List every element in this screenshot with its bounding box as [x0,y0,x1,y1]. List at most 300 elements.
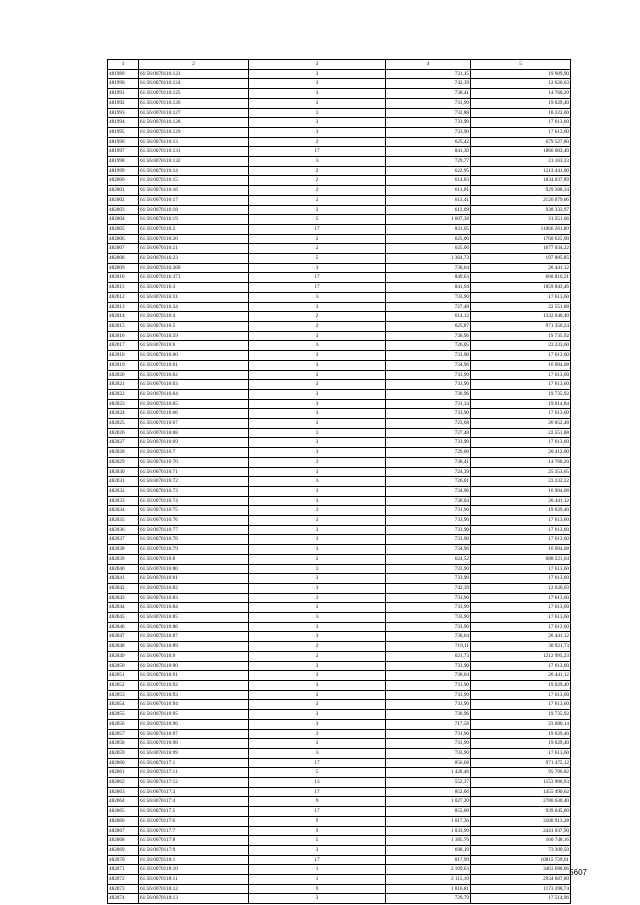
table-cell-col3: 3 [249,302,386,312]
table-cell-col5: 20 441,12 [471,496,571,506]
table-row [108,341,571,351]
table-row [108,127,571,137]
table-cell-col3: 17 [249,283,386,293]
table-cell-col4: 733,90 [386,127,471,137]
table-row [108,283,571,293]
table-row [108,710,571,720]
table-cell-col1: 481992 [108,98,139,108]
table-cell-col2: 61:56:0070116:73 [139,486,249,496]
table-cell-col3: 3 [249,428,386,438]
table-cell-col2: 61:56:0070116:76 [139,516,249,526]
table-cell-col2: 61:56:0070116:63 [139,380,249,390]
table-row [108,195,571,205]
table-cell-col4: 717,58 [386,719,471,729]
table-cell-col2: 61:56:0070118:11 [139,875,249,885]
table-row [108,428,571,438]
table-cell-col4: 727,48 [386,302,471,312]
table-row [108,826,571,836]
table-cell-col5: 20 441,12 [471,632,571,642]
table-cell-col4: 732,88 [386,108,471,118]
table-cell-col3: 17 [249,758,386,768]
table-row [108,671,571,681]
table-cell-col2: 61:56:0070116:71 [139,467,249,477]
table-cell-col2: 61:56:0070116:87 [139,632,249,642]
table-cell-col1: 482055 [108,710,139,720]
table-cell-col3: 3 [249,661,386,671]
table-cell-col1: 482026 [108,428,139,438]
table-cell-col5: 668 816,21 [471,273,571,283]
table-cell-col3: 17 [249,787,386,797]
table-cell-col5: 1212 995,23 [471,651,571,661]
table-cell-col4: 856,68 [386,758,471,768]
table-cell-col4: 2 109,63 [386,865,471,875]
table-cell-col5: 19 014,84 [471,399,571,409]
table-cell-col3: 3 [249,681,386,691]
table-cell-col1: 482000 [108,176,139,186]
table-cell-col2: 61:56:0070116:5 [139,321,249,331]
page-number: 5607 [569,868,587,877]
table-cell-col4: 733,90 [386,525,471,535]
table-cell-col5: 31 251,66 [471,215,571,225]
table-cell-col5: 23 233,60 [471,341,571,351]
table-cell-col2: 61:56:0070116:82 [139,583,249,593]
table-cell-col4: 733,90 [386,351,471,361]
table-cell-col1: 482004 [108,215,139,225]
table-header-row [108,60,571,70]
table-cell-col4: 841,30 [386,147,471,157]
table-cell-col2: 61:56:0070116:123 [139,69,249,79]
table-row [108,865,571,875]
table-cell-col4: 723,68 [386,419,471,429]
column-header-4: 4 [386,60,471,70]
table-cell-col3: 3 [249,69,386,79]
table-cell-col1: 482025 [108,419,139,429]
table-cell-col3: 9 [249,816,386,826]
table-cell-col1: 481994 [108,118,139,128]
table-cell-col2: 61:56:0070116:84 [139,603,249,613]
table-row [108,729,571,739]
table-cell-col1: 482046 [108,622,139,632]
table-cell-col1: 482014 [108,312,139,322]
table-cell-col1: 482047 [108,632,139,642]
table-cell-col3: 3 [249,690,386,700]
table-row [108,845,571,855]
table-row [108,224,571,234]
table-row [108,419,571,429]
table-cell-col2: 61:56:0070116:8 [139,554,249,564]
table-row [108,583,571,593]
table-cell-col2: 61:56:0070117:11 [139,768,249,778]
table-row [108,254,571,264]
table-row [108,486,571,496]
table-cell-col2: 61:56:0070116:91 [139,671,249,681]
table-cell-col1: 482011 [108,283,139,293]
table-cell-col4: 1 017,36 [386,816,471,826]
table-cell-col4: 731,34 [386,399,471,409]
table-cell-col1: 482041 [108,574,139,584]
table-cell-col4: 1 607,38 [386,215,471,225]
table-cell-col3: 2 [249,642,386,652]
table-row [108,176,571,186]
table-cell-col4: 733,90 [386,438,471,448]
table-cell-col3: 3 [249,700,386,710]
table-cell-col1: 482051 [108,671,139,681]
table-row [108,564,571,574]
table-cell-col4: 841,94 [386,283,471,293]
table-cell-col1: 482043 [108,593,139,603]
table-cell-col1: 481989 [108,69,139,79]
table-cell-col2: 61:56:0070116:371 [139,273,249,283]
table-cell-col5: 17 613,60 [471,574,571,584]
table-row [108,292,571,302]
table-cell-col1: 482067 [108,826,139,836]
table-cell-col5: 971 475,12 [471,758,571,768]
table-cell-col3: 3 [249,331,386,341]
table-cell-col5: 22 551,88 [471,428,571,438]
table-cell-col3: 17 [249,147,386,157]
column-header-3: 3 [249,60,386,70]
table-cell-col1: 482061 [108,768,139,778]
table-cell-col5: 17 613,60 [471,748,571,758]
table-cell-col5: 17 613,60 [471,118,571,128]
table-cell-col4: 734,96 [386,545,471,555]
table-body [108,69,571,903]
table-cell-col1: 482048 [108,642,139,652]
table-cell-col1: 482054 [108,700,139,710]
table-cell-col5: 688 221,04 [471,554,571,564]
table-cell-col4: 1 385,76 [386,836,471,846]
table-cell-col1: 482019 [108,360,139,370]
table-cell-col5: 17 613,60 [471,613,571,623]
table-row [108,118,571,128]
table-cell-col3: 3 [249,263,386,273]
table-cell-col5: 23 232,32 [471,477,571,487]
table-cell-col2: 61:56:0070116:77 [139,525,249,535]
table-cell-col4: 733,90 [386,613,471,623]
table-cell-col1: 482050 [108,661,139,671]
table-cell-col4: 733,90 [386,409,471,419]
table-cell-col2: 61:56:0070116:60 [139,351,249,361]
table-cell-col5: 17 613,60 [471,292,571,302]
table-cell-col2: 61:56:0070116:99 [139,748,249,758]
table-cell-col3: 2 [249,166,386,176]
table-cell-col4: 726,01 [386,477,471,487]
table-cell-col2: 61:56:0070116:124 [139,79,249,89]
table-cell-col5: 3100 913,28 [471,816,571,826]
table-cell-col2: 61:56:0070116:83 [139,593,249,603]
column-header-5: 5 [471,60,571,70]
table-row [108,331,571,341]
table-cell-col1: 482009 [108,263,139,273]
table-row [108,816,571,826]
table-row [108,525,571,535]
table-cell-col1: 482005 [108,224,139,234]
table-cell-col1: 482064 [108,797,139,807]
table-row [108,137,571,147]
table-cell-col2: 61:56:0070116:94 [139,700,249,710]
table-row [108,79,571,89]
table-cell-col2: 61:56:0070116:66 [139,409,249,419]
table-cell-col3: 3 [249,506,386,516]
table-cell-col1: 482058 [108,739,139,749]
table-row [108,321,571,331]
table-cell-col4: 734,96 [386,360,471,370]
table-cell-col1: 482002 [108,195,139,205]
table-cell-col4: 738,41 [386,457,471,467]
table-cell-col3: 9 [249,826,386,836]
table-cell-col1: 482006 [108,234,139,244]
table-cell-col5: 19 735,92 [471,389,571,399]
table-cell-col3: 17 [249,273,386,283]
table-cell-col5: 17 613,60 [471,622,571,632]
table-row [108,836,571,846]
table-row [108,768,571,778]
table-cell-col2: 61:56:0070116:13 [139,137,249,147]
table-cell-col3: 3 [249,545,386,555]
table-cell-col3: 2 [249,244,386,254]
table-cell-col2: 61:56:0070116:6 [139,341,249,351]
table-cell-col3: 3 [249,448,386,458]
table-cell-col4: 731,90 [386,681,471,691]
table-cell-col1: 482037 [108,535,139,545]
table-cell-col1: 482049 [108,651,139,661]
table-cell-col4: 731,90 [386,729,471,739]
table-cell-col2: 61:56:0070116:3 [139,283,249,293]
table-cell-col1: 481998 [108,157,139,167]
table-row [108,166,571,176]
table-cell-col3: 3 [249,496,386,506]
table-cell-col1: 482040 [108,564,139,574]
table-cell-col4: 730,96 [386,331,471,341]
table-row [108,603,571,613]
table-cell-col3: 5 [249,768,386,778]
table-row [108,574,571,584]
table-row [108,98,571,108]
table-cell-col2: 61:56:0070116:69 [139,438,249,448]
table-cell-col2: 61:56:0070116:18 [139,205,249,215]
table-cell-col2: 61:56:0070117:5 [139,807,249,817]
table-row [108,554,571,564]
table-cell-col3: 3 [249,603,386,613]
table-cell-col2: 61:56:0070116:98 [139,739,249,749]
table-cell-col5: 19 735,92 [471,331,571,341]
table-row [108,690,571,700]
table-cell-col2: 61:56:0070116:85 [139,613,249,623]
table-cell-col4: 733,90 [386,516,471,526]
table-row [108,147,571,157]
table-row [108,273,571,283]
table-cell-col3: 5 [249,836,386,846]
table-cell-col1: 482070 [108,855,139,865]
table-cell-col4: 2 115,10 [386,875,471,885]
table-cell-col3: 5 [249,215,386,225]
table-cell-col1: 482066 [108,816,139,826]
table-cell-col5: 1455 490,62 [471,787,571,797]
table-cell-col5: 3463 688,06 [471,865,571,875]
table-cell-col1: 482003 [108,205,139,215]
table-cell-col4: 731,90 [386,98,471,108]
table-cell-col3: 3 [249,419,386,429]
table-cell-col4: 625,06 [386,244,471,254]
table-cell-col3: 5 [249,254,386,264]
table-cell-col1: 481999 [108,166,139,176]
table-cell-col2: 61:56:0070116:75 [139,506,249,516]
table-cell-col5: 95 706,82 [471,768,571,778]
table-cell-col5: 17 613,60 [471,127,571,137]
table-cell-col4: 729,00 [386,448,471,458]
table-cell-col2: 61:56:0070116:126 [139,98,249,108]
table-cell-col3: 1 [249,875,386,885]
table-cell-col3: 3 [249,79,386,89]
table-cell-col2: 61:56:0070116:89 [139,642,249,652]
table-cell-col2: 61:56:0070116:125 [139,89,249,99]
table-cell-col1: 482072 [108,875,139,885]
table-cell-col1: 482065 [108,807,139,817]
table-cell-col1: 482042 [108,583,139,593]
table-cell-col4: 614,12 [386,312,471,322]
table-cell-col3: 3 [249,438,386,448]
table-cell-col5: 23 680,14 [471,719,571,729]
table-cell-col2: 61:56:0070116:80 [139,564,249,574]
table-row [108,516,571,526]
table-row [108,312,571,322]
table-cell-col3: 3 [249,457,386,467]
table-cell-col2: 61:56:0070116:67 [139,419,249,429]
table-cell-col2: 61:56:0070116:360 [139,263,249,273]
table-cell-col4: 729,77 [386,157,471,167]
table-cell-col1: 482016 [108,331,139,341]
table-cell-col4: 733,90 [386,690,471,700]
table-row [108,593,571,603]
data-table [107,59,571,904]
table-cell-col5: 971 350,24 [471,321,571,331]
table-cell-col2: 61:56:0070117:9 [139,845,249,855]
table-row [108,380,571,390]
table-cell-col3: 3 [249,380,386,390]
column-header-2: 2 [139,60,249,70]
table-cell-col3: 3 [249,845,386,855]
table-cell-col3: 17 [249,224,386,234]
table-cell-col1: 482018 [108,351,139,361]
table-cell-col4: 698,10 [386,845,471,855]
table-cell-col1: 482008 [108,254,139,264]
table-cell-col4: 730,04 [386,671,471,681]
table-row [108,535,571,545]
table-cell-col5: 197 885,85 [471,254,571,264]
table-row [108,894,571,904]
table-cell-col1: 482033 [108,496,139,506]
table-cell-col5: 17 613,60 [471,380,571,390]
table-cell-col5: 1173 398,74 [471,884,571,894]
table-cell-col5: 160 748,16 [471,836,571,846]
table-row [108,496,571,506]
table-cell-col5: 17 613,60 [471,351,571,361]
table-row [108,370,571,380]
table-cell-col2: 61:56:0070116:90 [139,661,249,671]
table-cell-col4: 733,90 [386,700,471,710]
table-cell-col4: 613,41 [386,195,471,205]
table-cell-col2: 61:56:0070116:81 [139,574,249,584]
table-row [108,778,571,788]
table-row [108,739,571,749]
table-cell-col5: 1153 900,93 [471,778,571,788]
table-cell-col4: 734,96 [386,486,471,496]
table-cell-col2: 61:56:0070117:7 [139,826,249,836]
table-cell-col3: 3 [249,748,386,758]
table-cell-col5: 11066 261,80 [471,224,571,234]
table-cell-col4: 1 016,81 [386,884,471,894]
table-row [108,545,571,555]
table-cell-col4: 733,90 [386,574,471,584]
table-cell-col2: 61:56:0070116:72 [139,477,249,487]
table-cell-col1: 482020 [108,370,139,380]
table-cell-col2: 61:56:0070116:128 [139,118,249,128]
table-cell-col1: 482074 [108,894,139,904]
table-cell-col5: 19 735,92 [471,710,571,720]
table-row [108,457,571,467]
table-cell-col3: 3 [249,894,386,904]
table-cell-col5: 17 613,60 [471,603,571,613]
table-cell-col5: 17 613,60 [471,700,571,710]
table-cell-col5: 73 300,50 [471,845,571,855]
table-cell-col4: 733,90 [386,593,471,603]
table-cell-col5: 20 441,12 [471,671,571,681]
table-cell-col3: 3 [249,477,386,487]
table-cell-col3: 3 [249,516,386,526]
table-cell-col5: 1213 441,00 [471,166,571,176]
table-cell-col4: 730,96 [386,710,471,720]
table-row [108,642,571,652]
table-cell-col3: 2 [249,205,386,215]
table-cell-col4: 733,90 [386,661,471,671]
table-row [108,758,571,768]
table-cell-col4: 729,79 [386,894,471,904]
table-cell-col3: 3 [249,719,386,729]
table-cell-col3: 2 [249,321,386,331]
table-cell-col5: 17 613,60 [471,438,571,448]
table-cell-col1: 482024 [108,409,139,419]
table-cell-col5: 22 551,88 [471,302,571,312]
table-cell-col4: 552,37 [386,778,471,788]
table-cell-col5: 938 333,97 [471,205,571,215]
table-cell-col2: 61:56:0070116:23 [139,254,249,264]
table-cell-col4: 731,90 [386,506,471,516]
table-cell-col3: 3 [249,710,386,720]
table-row [108,467,571,477]
table-cell-col5: 19 029,40 [471,98,571,108]
table-cell-col3: 2 [249,186,386,196]
table-cell-col1: 482034 [108,506,139,516]
table-cell-col1: 481997 [108,147,139,157]
table-cell-col5: 25 353,65 [471,467,571,477]
table-cell-col4: 727,48 [386,428,471,438]
table-cell-col5: 14 768,20 [471,457,571,467]
table-cell-col3: 3 [249,574,386,584]
table-cell-col1: 482071 [108,865,139,875]
table-cell-col1: 482053 [108,690,139,700]
table-cell-col1: 482028 [108,448,139,458]
table-cell-col1: 482044 [108,603,139,613]
table-cell-col5: 1760 625,00 [471,234,571,244]
table-cell-col4: 1 428,46 [386,768,471,778]
table-cell-col5: 12 620,63 [471,79,571,89]
table-row [108,89,571,99]
table-row [108,719,571,729]
table-cell-col5: 17 613,60 [471,409,571,419]
table-cell-col1: 482032 [108,486,139,496]
table-cell-col4: 1 033,90 [386,826,471,836]
table-row [108,205,571,215]
